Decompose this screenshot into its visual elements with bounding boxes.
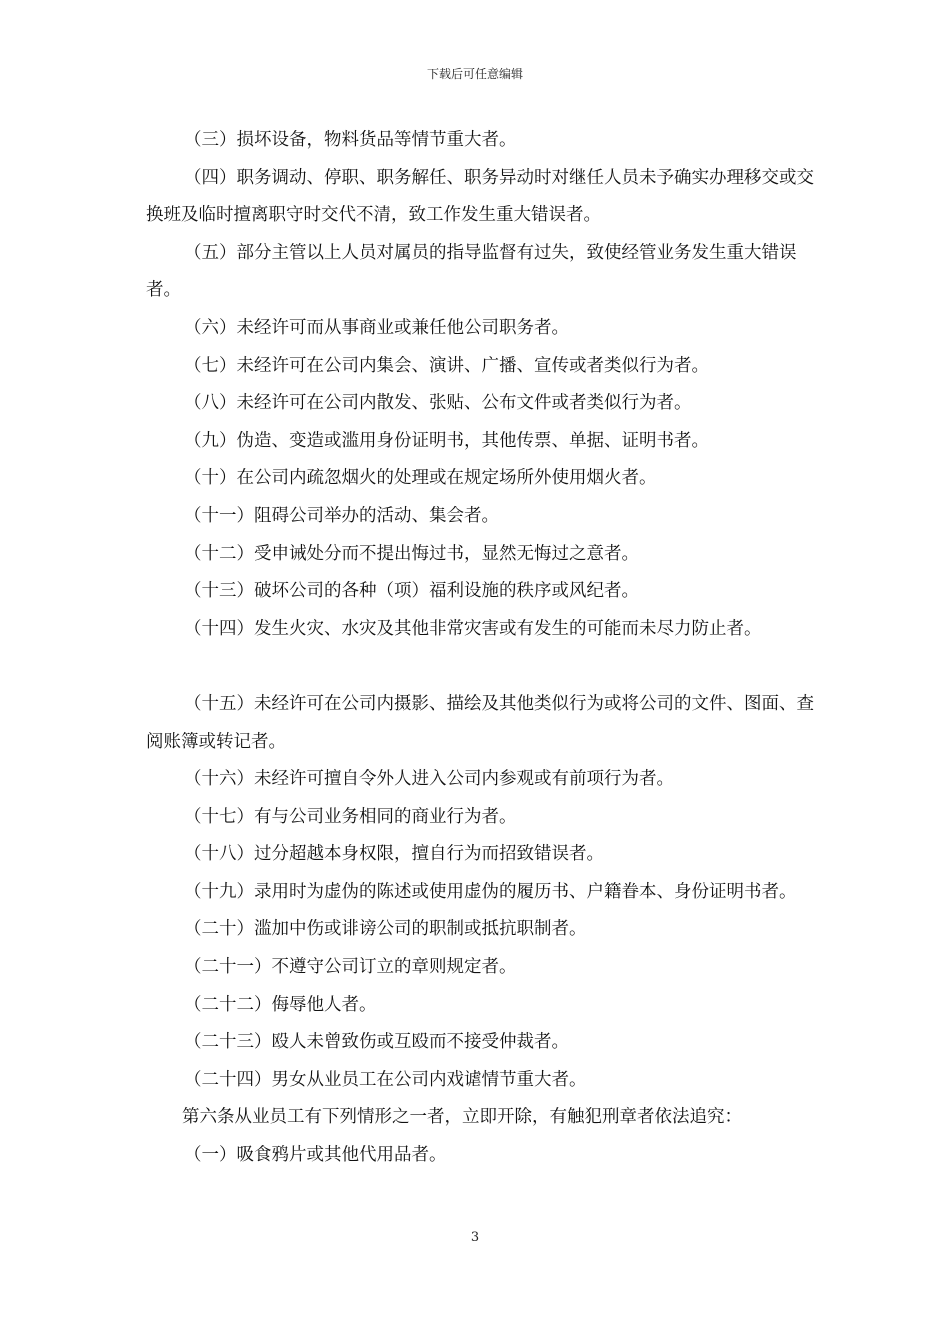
- paragraph-item-10: （十）在公司内疏忽烟火的处理或在规定场所外使用烟火者。: [184, 468, 657, 489]
- paragraph-spacer: [146, 648, 814, 686]
- document-body: [146, 122, 814, 1175]
- page-number: 3: [470, 1230, 480, 1245]
- paragraph-item-4: （四）职务调动、停职、职务解任、职务异动时对继任人员未予确实办理移交或交换班及临时擅离职守时交代不清，致工作发生重大错误者。: [146, 167, 814, 226]
- paragraph-item-3: （三）损坏设备，物料货品等情节重大者。: [184, 130, 517, 150]
- paragraph-article-six-item-1: （一）吸食鸦片或其他代用品者。: [184, 1145, 447, 1166]
- paragraph-item-16: （十六）未经许可擅自令外人进入公司内参观或有前项行为者。: [184, 769, 674, 790]
- article-six-heading: 第六条从业员工有下列情形之一者，立即开除，有触犯刑章者依法追究：: [182, 1107, 742, 1128]
- paragraph-item-15: （十五）未经许可在公司内摄影、描绘及其他类似行为或将公司的文件、图面、查阅账簿或转记者。: [146, 693, 814, 752]
- paragraph-item-19: （十九）录用时为虚伪的陈述或使用虚伪的履历书、户籍眷本、身份证明书者。: [184, 881, 797, 902]
- paragraph-item-5: （五）部分主管以上人员对属员的指导监督有过失，致使经管业务发生重大错误者。: [146, 242, 797, 301]
- paragraph-item-22: （二十二）侮辱他人者。: [184, 994, 377, 1015]
- paragraph-item-20: （二十）滥加中伤或诽谤公司的职制或抵抗职制者。: [184, 919, 587, 940]
- paragraph-item-12: （十二）受申诫处分而不提出悔过书，显然无悔过之意者。: [184, 543, 639, 564]
- paragraph-item-23: （二十三）殴人未曾致伤或互殴而不接受仲裁者。: [184, 1032, 569, 1053]
- paragraph-item-13: （十三）破坏公司的各种（项）福利设施的秩序或风纪者。: [184, 581, 639, 602]
- paragraph-item-11: （十一）阻碍公司举办的活动、集会者。: [184, 505, 499, 526]
- page-header: 下载后可任意编辑: [426, 67, 523, 81]
- paragraph-item-21: （二十一）不遵守公司订立的章则规定者。: [184, 957, 517, 978]
- paragraph-item-6: （六）未经许可而从事商业或兼任他公司职务者。: [184, 317, 569, 338]
- paragraph-item-9: （九）伪造、变造或滥用身份证明书，其他传票、单据、证明书者。: [184, 430, 709, 451]
- paragraph-item-7: （七）未经许可在公司内集会、演讲、广播、宣传或者类似行为者。: [184, 355, 709, 376]
- paragraph-item-17: （十七）有与公司业务相同的商业行为者。: [184, 806, 517, 827]
- paragraph-item-8: （八）未经许可在公司内散发、张贴、公布文件或者类似行为者。: [184, 393, 692, 414]
- paragraph-item-18: （十八）过分超越本身权限，擅自行为而招致错误者。: [184, 844, 604, 865]
- paragraph-item-24: （二十四）男女从业员工在公司内戏谑情节重大者。: [184, 1069, 587, 1090]
- paragraph-item-14: （十四）发生火灾、水灾及其他非常灾害或有发生的可能而未尽力防止者。: [184, 618, 762, 639]
